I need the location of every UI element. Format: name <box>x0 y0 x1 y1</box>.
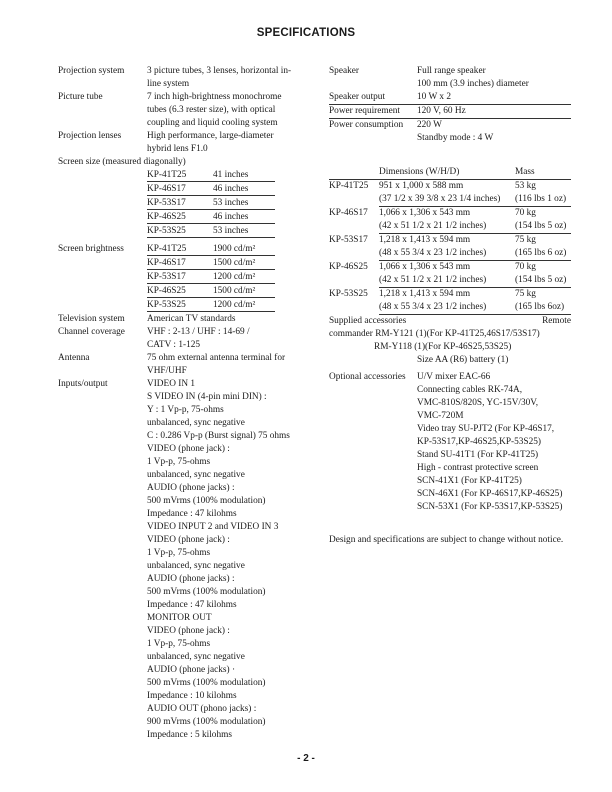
spec-channel-coverage <box>58 326 320 352</box>
spec-line: C : 0.286 Vp-p (Burst signal) 75 ohms <box>147 431 290 441</box>
spec-line: 500 mVrms (100% modulation) <box>147 587 266 597</box>
spec-line: Stand SU-41T1 (For KP-41T25) <box>417 450 539 460</box>
page-number: - 2 - <box>297 753 315 764</box>
model-name: KP-46S17 <box>147 258 186 268</box>
spec-value <box>417 371 579 514</box>
spec-label: Optional accessories <box>329 372 406 382</box>
spec-line: 900 mVrms (100% modulation) <box>147 717 266 727</box>
table-row-imperial <box>329 301 579 315</box>
dimensions-metric: 1,066 x 1,306 x 543 mm <box>379 262 471 272</box>
table-row <box>329 234 579 247</box>
dimensions-imperial: (42 x 51 1/2 x 21 1/2 inches) <box>379 220 515 234</box>
mass-kg: 75 kg <box>515 289 536 299</box>
spec-projection-lenses <box>58 130 320 156</box>
spec-line: SCN-53X1 (For KP-53S17,KP-53S25) <box>417 502 563 512</box>
model-value: 1200 cd/m² <box>213 272 256 282</box>
spec-line: unbalanced, sync negative <box>147 470 245 480</box>
table-row <box>329 180 579 193</box>
spec-line: Connecting cables RK-74A, <box>417 385 523 395</box>
spec-line: unbalanced, sync negative <box>147 418 245 428</box>
spec-line: VHF : 2-13 / UHF : 14-69 / <box>147 327 250 337</box>
model-name: KP-53S25 <box>147 300 186 310</box>
model-name: KP-53S17 <box>329 235 368 245</box>
list-item <box>147 211 275 224</box>
mass-lbs: (165 lbs 6 oz) <box>515 247 571 261</box>
spec-line: AUDIO (phone jacks) · <box>147 665 236 675</box>
spec-label: Picture tube <box>58 92 103 102</box>
left-spec-column <box>58 65 320 742</box>
mass-lbs: (116 lbs 1 oz) <box>515 193 571 207</box>
model-name: KP-46S17 <box>147 184 186 194</box>
spec-label: Screen brightness <box>58 244 124 254</box>
spec-line: Impedance : 47 kilohms <box>147 509 237 519</box>
spec-label: Projection lenses <box>58 131 122 141</box>
spec-projection-system <box>58 65 320 91</box>
mass-header-label: Mass <box>515 167 535 177</box>
right-spec-column <box>329 65 579 547</box>
spec-line: S VIDEO IN (4-pin mini DIN) : <box>147 392 267 402</box>
spec-line: 1 Vp-p, 75-ohms <box>147 639 211 649</box>
spacer <box>329 193 379 207</box>
spec-line: CATV : 1-125 <box>147 340 201 350</box>
spec-line: 75 ohm external antenna terminal for <box>147 353 286 363</box>
spec-label: Screen size (measured diagonally) <box>58 157 186 167</box>
spec-value <box>147 352 320 378</box>
spec-optional-accessories <box>329 371 579 514</box>
spec-label: Inputs/output <box>58 379 108 389</box>
dimensions-imperial: (42 x 51 1/2 x 21 1/2 inches) <box>379 274 515 288</box>
list-item <box>147 271 275 284</box>
model-name: KP-53S17 <box>147 272 186 282</box>
spec-label: Power consumption <box>329 120 404 130</box>
spec-line: 220 W <box>417 120 442 130</box>
spec-value <box>147 326 320 352</box>
spec-line: commander RM-Y121 (1)(For KP-41T25,46S17/53S17) <box>329 329 540 339</box>
spec-line: VIDEO IN 1 <box>147 379 196 389</box>
spec-line: VMC-810S/820S, YC-15V/30V, <box>417 398 539 408</box>
mass-kg: 75 kg <box>515 235 536 245</box>
spec-line: Impedance : 47 kilohms <box>147 600 237 610</box>
model-name: KP-53S25 <box>147 226 186 236</box>
spec-label: Projection system <box>58 66 125 76</box>
spec-value <box>417 119 579 145</box>
spec-line: VMC-720M <box>417 411 464 421</box>
screen-size-list <box>147 169 320 238</box>
spec-line: MONITOR OUT <box>147 613 212 623</box>
model-value: 46 inches <box>213 212 249 222</box>
spec-line: 500 mVrms (100% modulation) <box>147 678 266 688</box>
model-name: KP-46S17 <box>329 208 368 218</box>
model-name: KP-46S25 <box>329 262 368 272</box>
spec-line: VIDEO INPUT 2 and VIDEO IN 3 <box>147 522 279 532</box>
model-value: 1500 cd/m² <box>213 258 256 268</box>
table-row <box>329 261 579 274</box>
spec-value <box>147 91 320 130</box>
model-name: KP-41T25 <box>147 170 187 180</box>
dimensions-table <box>329 180 579 315</box>
mass-lbs: (154 lbs 5 oz) <box>515 220 571 234</box>
spec-line: 1 Vp-p, 75-ohms <box>147 457 211 467</box>
mass-kg: 53 kg <box>515 181 536 191</box>
spec-line: U/V mixer EAC-66 <box>417 372 491 382</box>
model-name: KP-46S25 <box>147 212 186 222</box>
spec-line: VIDEO (phone jack) : <box>147 444 230 454</box>
spec-line: High - contrast protective screen <box>417 463 539 473</box>
model-name: KP-53S17 <box>147 198 186 208</box>
table-row-imperial <box>329 274 579 288</box>
spacer <box>329 220 379 234</box>
list-item <box>147 225 275 238</box>
disclaimer-note: Design and specifications are subject to change without notice. <box>329 535 564 545</box>
spec-line: Impedance : 5 kilohms <box>147 730 232 740</box>
spec-speaker-output <box>329 91 571 105</box>
spec-power-requirement <box>329 105 571 119</box>
spec-line: tubes (6.3 rester size), with optical <box>147 105 276 115</box>
spec-value: American TV standards <box>147 314 236 324</box>
spec-screen-size <box>58 156 320 238</box>
dimensions-metric: 1,066 x 1,306 x 543 mm <box>379 208 471 218</box>
spec-line: VIDEO (phone jack) : <box>147 626 230 636</box>
spec-value <box>147 378 320 742</box>
screen-brightness-list <box>147 243 275 313</box>
spec-label: Television system <box>58 314 125 324</box>
table-row <box>329 288 579 301</box>
model-value: 53 inches <box>213 226 249 236</box>
model-name: KP-41T25 <box>329 181 369 191</box>
spec-line: VHF/UHF <box>147 366 187 376</box>
dimensions-imperial: (48 x 55 3/4 x 23 1/2 inches) <box>379 301 515 315</box>
spec-value: 10 W x 2 <box>417 92 452 102</box>
supplied-accessories-list <box>329 328 579 367</box>
spec-label: Speaker output <box>329 92 386 102</box>
dimensions-header-label: Dimensions (W/H/D) <box>379 167 460 177</box>
spec-line: Impedance : 10 kilohms <box>147 691 237 701</box>
dimensions-metric: 951 x 1,000 x 588 mm <box>379 181 464 191</box>
model-name: KP-53S25 <box>329 289 368 299</box>
list-item <box>147 285 275 298</box>
spec-line: High performance, large-diameter <box>147 131 274 141</box>
spec-line: VIDEO (phone jack) : <box>147 535 230 545</box>
spacer <box>329 247 379 261</box>
list-item <box>147 257 275 270</box>
spec-line: RM-Y118 (1)(For KP-46S25,53S25) <box>374 342 512 352</box>
spec-line: AUDIO OUT (phono jacks) : <box>147 704 257 714</box>
list-item <box>147 169 275 182</box>
spec-television-system <box>58 313 320 326</box>
spec-line: Standby mode : 4 W <box>417 133 494 143</box>
spec-line: Size AA (R6) battery (1) <box>417 355 509 365</box>
spec-value <box>147 65 320 91</box>
spacer <box>329 301 379 315</box>
mass-kg: 70 kg <box>515 208 536 218</box>
mass-lbs: (165 lbs 6oz) <box>515 301 571 315</box>
page-title: SPECIFICATIONS <box>256 27 356 39</box>
spec-picture-tube <box>58 91 320 130</box>
spec-line: hybrid lens F1.0 <box>147 144 208 154</box>
model-value: 1500 cd/m² <box>213 286 256 296</box>
spec-line: unbalanced, sync negative <box>147 561 245 571</box>
spec-line: unbalanced, sync negative <box>147 652 245 662</box>
model-value: 46 inches <box>213 184 249 194</box>
spec-inputs-output <box>58 378 320 742</box>
spec-label: Antenna <box>58 353 90 363</box>
spec-line: Video tray SU-PJT2 (For KP-46S17, <box>417 424 555 434</box>
spec-line: KP-53S17,KP-46S25,KP-53S25) <box>417 437 541 447</box>
spec-label-right: Remote <box>542 316 571 326</box>
spec-label: Speaker <box>329 66 359 76</box>
table-row-imperial <box>329 247 579 261</box>
spec-label: Supplied accessories <box>329 316 407 326</box>
spec-value <box>147 130 320 156</box>
dimensions-metric: 1,218 x 1,413 x 594 mm <box>379 235 471 245</box>
list-item <box>147 243 275 256</box>
model-name: KP-46S25 <box>147 286 186 296</box>
spec-line: 1 Vp-p, 75-ohms <box>147 548 211 558</box>
spec-line: 7 inch high-brightness monochrome <box>147 92 282 102</box>
table-row-imperial <box>329 193 579 207</box>
spec-line: coupling and liquid cooling system <box>147 118 278 128</box>
mass-kg: 70 kg <box>515 262 536 272</box>
list-item <box>147 197 275 210</box>
model-value: 53 inches <box>213 198 249 208</box>
spec-label: Power requirement <box>329 106 400 116</box>
list-item <box>147 299 275 312</box>
dimensions-imperial: (48 x 55 3/4 x 23 1/2 inches) <box>379 247 515 261</box>
spec-line: 3 picture tubes, 3 lenses, horizontal in- <box>147 66 292 76</box>
model-name: KP-41T25 <box>147 244 187 254</box>
spec-line: Full range speaker <box>417 66 486 76</box>
model-value: 1900 cd/m² <box>213 244 256 254</box>
spec-line: AUDIO (phone jacks) : <box>147 483 235 493</box>
spec-line: Y : 1 Vp-p, 75-ohms <box>147 405 224 415</box>
spec-power-consumption <box>329 119 579 145</box>
model-value: 1200 cd/m² <box>213 300 256 310</box>
spec-line: line system <box>147 79 190 89</box>
spec-line: 100 mm (3.9 inches) diameter <box>417 79 529 89</box>
spec-screen-brightness <box>58 243 320 313</box>
spec-line: 500 mVrms (100% modulation) <box>147 496 266 506</box>
spec-line: SCN-46X1 (For KP-46S17,KP-46S25) <box>417 489 563 499</box>
spec-label: Channel coverage <box>58 327 125 337</box>
list-item <box>147 183 275 196</box>
spec-line: AUDIO (phone jacks) : <box>147 574 235 584</box>
spec-speaker <box>329 65 579 91</box>
model-value: 41 inches <box>213 170 249 180</box>
spec-antenna <box>58 352 320 378</box>
mass-lbs: (154 lbs 5 oz) <box>515 274 571 288</box>
spacer <box>329 274 379 288</box>
spec-value: 120 V, 60 Hz <box>417 106 466 116</box>
spec-supplied-accessories <box>329 315 571 328</box>
spec-value <box>417 65 579 91</box>
dimensions-header <box>329 166 571 180</box>
dimensions-imperial: (37 1/2 x 39 3/8 x 23 1/4 inches) <box>379 193 515 207</box>
table-row-imperial <box>329 220 579 234</box>
spec-line: SCN-41X1 (For KP-41T25) <box>417 476 522 486</box>
dimensions-metric: 1,218 x 1,413 x 594 mm <box>379 289 471 299</box>
table-row <box>329 207 579 220</box>
